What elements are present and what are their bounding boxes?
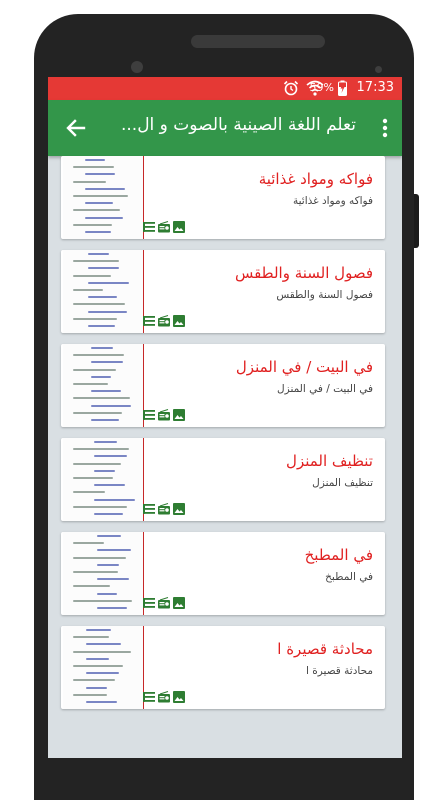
thumbnail-text-line: [94, 484, 125, 486]
speaker-grille: [191, 35, 325, 48]
list-icon[interactable]: [143, 688, 155, 700]
lesson-card[interactable]: [61, 250, 385, 333]
thumbnail-text-line: [73, 600, 132, 602]
lesson-title: تنظيف المنزل: [286, 452, 373, 470]
thumbnail-text-line: [97, 578, 129, 580]
lesson-thumbnail: [63, 626, 144, 709]
thumbnail-text-line: [97, 593, 117, 595]
thumbnail-text-line: [73, 397, 130, 399]
clock: 17:33: [356, 80, 394, 95]
thumbnail-text-line: [73, 694, 107, 696]
lesson-title: في البيت / في المنزل: [235, 358, 373, 376]
thumbnail-text-line: [73, 354, 124, 356]
image-icon[interactable]: [173, 594, 185, 606]
thumbnail-text-line: [97, 535, 121, 537]
thumbnail-text-line: [73, 491, 105, 493]
lesson-title: في المطبخ: [304, 546, 373, 564]
image-icon[interactable]: [173, 218, 185, 230]
thumbnail-text-line: [85, 173, 115, 175]
radio-icon[interactable]: [158, 406, 170, 418]
thumbnail-text-line: [94, 441, 117, 443]
lesson-thumbnail: [63, 344, 144, 427]
list-icon[interactable]: [143, 218, 155, 230]
lesson-thumbnail: [63, 156, 144, 239]
thumbnail-text-line: [85, 188, 125, 190]
lesson-card[interactable]: [61, 532, 385, 615]
lesson-card[interactable]: [61, 626, 385, 709]
lesson-subtitle: محادثة قصيرة ا: [305, 665, 373, 677]
lesson-title: فواكه ومواد غذائية: [258, 170, 373, 188]
thumbnail-text-line: [88, 282, 129, 284]
thumbnail-text-line: [86, 658, 109, 660]
thumbnail-text-line: [73, 369, 116, 371]
thumbnail-text-line: [94, 455, 127, 457]
thumbnail-text-line: [73, 448, 129, 450]
thumbnail-text-line: [85, 231, 111, 233]
thumbnail-text-line: [97, 549, 131, 551]
thumbnail-text-line: [73, 195, 128, 197]
thumbnail-text-line: [91, 405, 131, 407]
thumbnail-text-line: [85, 159, 105, 161]
lesson-title: فصول السنة والطقس: [234, 264, 373, 282]
thumbnail-text-line: [73, 665, 123, 667]
thumbnail-text-line: [88, 311, 127, 313]
thumbnail-text-line: [94, 513, 123, 515]
thumbnail-text-line: [73, 557, 126, 559]
thumbnail-text-line: [91, 419, 119, 421]
lesson-card[interactable]: [61, 156, 385, 239]
thumbnail-text-line: [73, 585, 110, 587]
thumbnail-text-line: [86, 629, 111, 631]
thumbnail-text-line: [91, 347, 113, 349]
thumbnail-text-line: [73, 542, 104, 544]
lesson-subtitle: في المطبخ: [325, 571, 373, 583]
thumbnail-text-line: [86, 687, 107, 689]
thumbnail-text-line: [85, 202, 113, 204]
back-arrow-icon[interactable]: [64, 116, 88, 140]
image-icon[interactable]: [173, 688, 185, 700]
thumbnail-text-line: [88, 267, 119, 269]
thumbnail-text-line: [86, 672, 119, 674]
thumbnail-text-line: [86, 643, 121, 645]
thumbnail-text-line: [88, 253, 109, 255]
radio-icon[interactable]: [158, 312, 170, 324]
radio-icon[interactable]: [158, 500, 170, 512]
thumbnail-text-line: [73, 477, 113, 479]
thumbnail-text-line: [73, 209, 120, 211]
lesson-card[interactable]: [61, 344, 385, 427]
thumbnail-text-line: [73, 166, 114, 168]
radio-icon[interactable]: [158, 218, 170, 230]
thumbnail-text-line: [85, 217, 123, 219]
status-bar: [48, 77, 402, 100]
thumbnail-text-line: [73, 463, 121, 465]
thumbnail-text-line: [97, 607, 127, 609]
image-icon[interactable]: [173, 500, 185, 512]
lesson-thumbnail: [63, 250, 144, 333]
app-screen: [48, 77, 402, 758]
thumbnail-text-line: [73, 181, 106, 183]
lesson-title: محادثة قصيرة ا: [277, 640, 373, 658]
lesson-subtitle: فصول السنة والطقس: [276, 289, 373, 301]
image-icon[interactable]: [173, 406, 185, 418]
thumbnail-text-line: [73, 260, 119, 262]
thumbnail-text-line: [94, 499, 135, 501]
thumbnail-text-line: [91, 376, 111, 378]
list-icon[interactable]: [143, 500, 155, 512]
thumbnail-text-line: [73, 289, 103, 291]
list-icon[interactable]: [143, 406, 155, 418]
front-camera: [131, 61, 143, 73]
thumbnail-text-line: [73, 303, 125, 305]
list-icon[interactable]: [143, 594, 155, 606]
thumbnail-text-line: [73, 571, 118, 573]
thumbnail-text-line: [73, 275, 111, 277]
thumbnail-text-line: [94, 470, 115, 472]
thumbnail-text-line: [73, 506, 127, 508]
thumbnail-text-line: [73, 318, 117, 320]
toolbar-title: تعلم اللغة الصينية بالصوت و ال...: [120, 115, 356, 135]
thumbnail-text-line: [91, 390, 121, 392]
radio-icon[interactable]: [158, 594, 170, 606]
side-button: [414, 194, 419, 248]
thumbnail-text-line: [73, 224, 112, 226]
app-toolbar: [48, 100, 402, 156]
battery-charging-icon: [338, 80, 347, 96]
lesson-subtitle: في البيت / في المنزل: [277, 383, 373, 395]
lesson-thumbnail: [63, 532, 144, 615]
thumbnail-text-line: [73, 679, 115, 681]
battery-percent: 59%: [309, 81, 334, 94]
thumbnail-text-line: [73, 636, 109, 638]
radio-icon[interactable]: [158, 688, 170, 700]
lesson-subtitle: تنظيف المنزل: [312, 477, 373, 489]
overflow-menu-icon[interactable]: [380, 116, 390, 140]
thumbnail-text-line: [73, 383, 108, 385]
proximity-sensor: [375, 66, 382, 73]
thumbnail-text-line: [73, 412, 122, 414]
thumbnail-text-line: [88, 296, 117, 298]
alarm-clock-icon: [283, 80, 299, 96]
lesson-thumbnail: [63, 438, 144, 521]
image-icon[interactable]: [173, 312, 185, 324]
thumbnail-text-line: [97, 564, 119, 566]
list-icon[interactable]: [143, 312, 155, 324]
thumbnail-text-line: [73, 651, 131, 653]
lesson-card[interactable]: [61, 438, 385, 521]
thumbnail-text-line: [91, 361, 123, 363]
lesson-subtitle: فواكه ومواد غذائية: [292, 195, 373, 207]
thumbnail-text-line: [86, 701, 117, 703]
thumbnail-text-line: [88, 325, 115, 327]
